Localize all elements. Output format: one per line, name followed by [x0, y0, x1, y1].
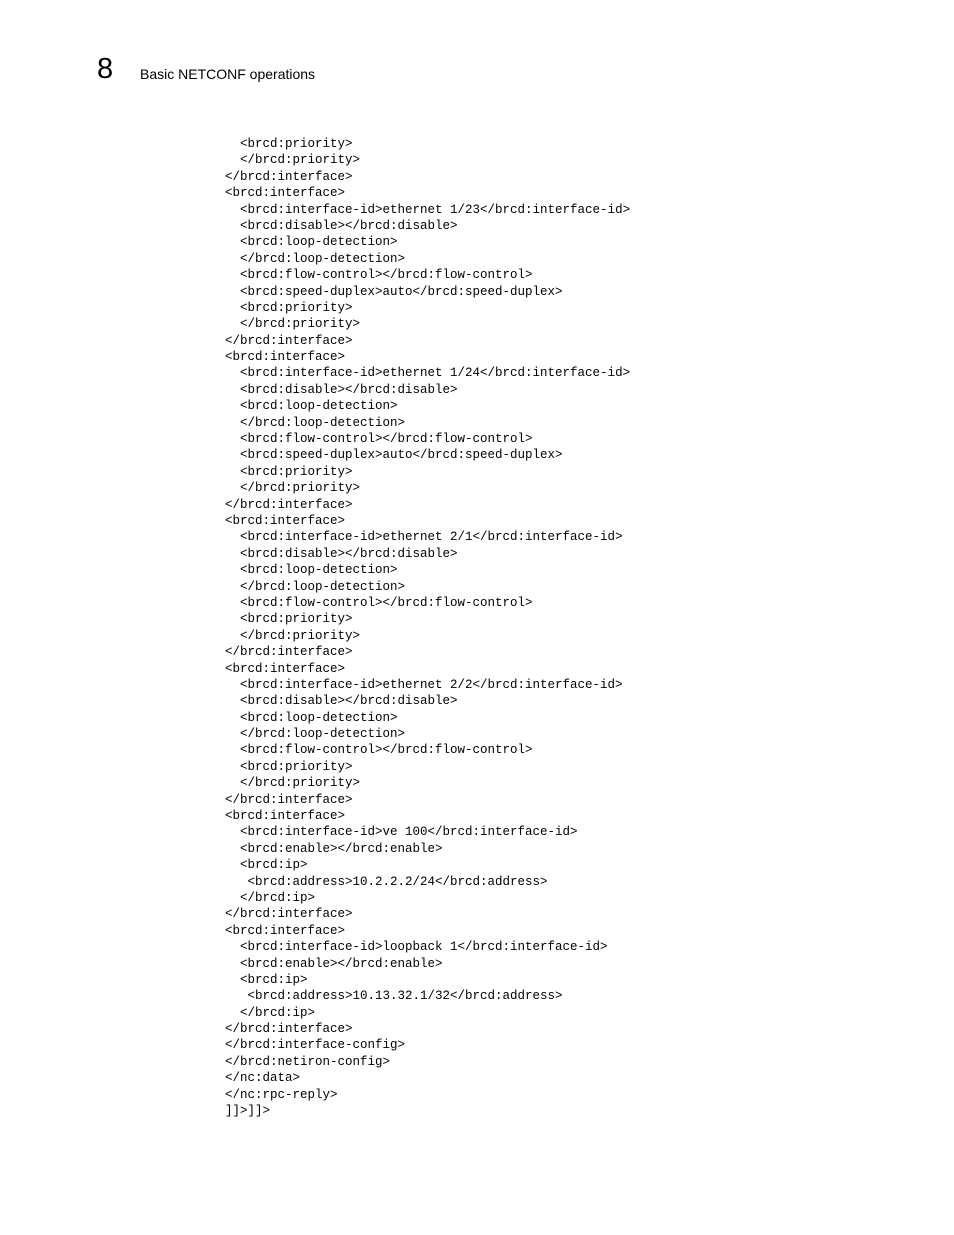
code-line: <brcd:ip>: [225, 858, 308, 873]
code-line: </brcd:interface>: [225, 169, 353, 184]
chapter-number: 8: [97, 53, 114, 85]
code-line: <brcd:flow-control></brcd:flow-control>: [225, 268, 533, 283]
code-line: <brcd:speed-duplex>auto</brcd:speed-duplex>: [225, 284, 563, 299]
code-line: <brcd:priority>: [225, 464, 353, 479]
code-line: <brcd:interface>: [225, 809, 346, 824]
code-line: <brcd:priority>: [225, 137, 353, 151]
code-line: </brcd:priority>: [225, 628, 361, 643]
code-line: <brcd:priority>: [225, 300, 353, 315]
code-line: <brcd:loop-detection>: [225, 710, 398, 725]
code-line: <brcd:disable></brcd:disable>: [225, 546, 458, 561]
code-line: <brcd:interface-id>ethernet 1/23</brcd:interface-id>: [225, 202, 631, 217]
code-line: <brcd:address>10.2.2.2/24</brcd:address>: [225, 874, 548, 889]
code-line: <brcd:interface-id>ve 100</brcd:interface-id>: [225, 825, 578, 840]
code-line: <brcd:interface-id>ethernet 2/2</brcd:interface-id>: [225, 677, 623, 692]
code-line: </brcd:interface>: [225, 907, 353, 922]
code-line: </brcd:loop-detection>: [225, 727, 406, 742]
code-line: <brcd:interface-id>ethernet 1/24</brcd:interface-id>: [225, 366, 631, 381]
code-line: <brcd:interface>: [225, 923, 346, 938]
code-line: </brcd:interface-config>: [225, 1038, 406, 1053]
code-line: </brcd:interface>: [225, 497, 353, 512]
code-line: <brcd:address>10.13.32.1/32</brcd:address>: [225, 989, 563, 1004]
code-line: <brcd:ip>: [225, 972, 308, 987]
code-line: <brcd:interface-id>ethernet 2/1</brcd:interface-id>: [225, 530, 623, 545]
code-line: </brcd:loop-detection>: [225, 251, 406, 266]
code-line: </brcd:ip>: [225, 1005, 316, 1020]
code-line: </brcd:priority>: [225, 153, 361, 168]
code-line: <brcd:flow-control></brcd:flow-control>: [225, 432, 533, 447]
code-line: </nc:data>: [225, 1071, 301, 1086]
code-line: <brcd:flow-control></brcd:flow-control>: [225, 595, 533, 610]
code-line: <brcd:disable></brcd:disable>: [225, 694, 458, 709]
running-header-title: Basic NETCONF operations: [140, 66, 316, 82]
code-line: </brcd:priority>: [225, 317, 361, 332]
code-line: <brcd:disable></brcd:disable>: [225, 218, 458, 233]
code-line: </brcd:interface>: [225, 333, 353, 348]
code-line: </nc:rpc-reply>: [225, 1087, 338, 1102]
code-line: </brcd:interface>: [225, 792, 353, 807]
code-line: <brcd:enable></brcd:enable>: [225, 841, 443, 856]
code-line: <brcd:interface>: [225, 186, 346, 201]
code-line: <brcd:interface>: [225, 350, 346, 365]
code-line: <brcd:loop-detection>: [225, 563, 398, 578]
code-line: </brcd:priority>: [225, 481, 361, 496]
code-line: </brcd:interface>: [225, 1022, 353, 1037]
code-line: <brcd:speed-duplex>auto</brcd:speed-duplex>: [225, 448, 563, 463]
code-line: <brcd:loop-detection>: [225, 235, 398, 250]
xml-code-listing: [225, 136, 630, 1119]
code-line: ]]>]]>: [225, 1104, 271, 1119]
code-line: </brcd:priority>: [225, 776, 361, 791]
code-line: <brcd:enable></brcd:enable>: [225, 956, 443, 971]
code-line: <brcd:interface>: [225, 661, 346, 676]
code-line: </brcd:ip>: [225, 890, 316, 905]
code-line: <brcd:flow-control></brcd:flow-control>: [225, 743, 533, 758]
code-line: <brcd:loop-detection>: [225, 399, 398, 414]
code-line: <brcd:priority>: [225, 759, 353, 774]
code-line: <brcd:interface>: [225, 513, 346, 528]
code-line: </brcd:netiron-config>: [225, 1054, 391, 1069]
code-line: <brcd:disable></brcd:disable>: [225, 382, 458, 397]
code-line: <brcd:interface-id>loopback 1</brcd:interface-id>: [225, 940, 608, 955]
code-line: </brcd:loop-detection>: [225, 415, 406, 430]
code-line: </brcd:loop-detection>: [225, 579, 406, 594]
code-line: </brcd:interface>: [225, 645, 353, 660]
code-line: <brcd:priority>: [225, 612, 353, 627]
